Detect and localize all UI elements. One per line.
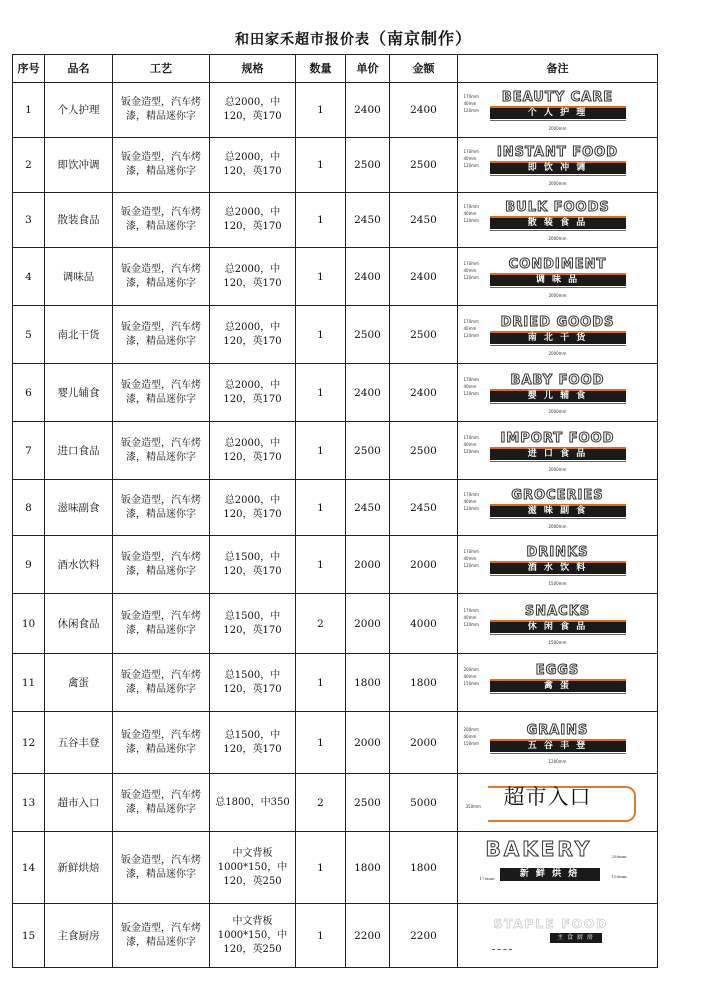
header-no: 序号 [13, 55, 45, 83]
table-row [13, 536, 658, 594]
cell-price: 2500 [346, 774, 390, 832]
sign-baseline [490, 287, 626, 288]
sign-baseline [490, 693, 626, 694]
sign-baseline [490, 175, 626, 176]
sign-length-label: 1500mm [548, 580, 567, 586]
sign-dimensions [464, 260, 482, 281]
cell-spec: 总2000，中120，英170 [210, 480, 296, 536]
cell-no: 6 [13, 364, 45, 422]
cell-price: 2000 [346, 594, 390, 654]
sign-drawing [464, 485, 652, 531]
dimension-label: 40mm [463, 383, 477, 389]
cell-note [458, 904, 658, 968]
cell-craft: 钣金造型，汽车烤漆，精品迷你字 [113, 248, 210, 306]
sign-length-label: 2000mm [548, 408, 567, 414]
sign-english-text: BULK FOODS [505, 200, 610, 215]
header-amount: 金额 [390, 55, 458, 83]
dimension-label: 250mm [611, 853, 627, 859]
cell-spec: 总1500，中120，英170 [210, 594, 296, 654]
sign-english-text: EGGS [535, 662, 580, 678]
header-price: 单价 [346, 55, 390, 83]
dimension-label: 40mm [463, 211, 477, 216]
sign-length-label: 2000mm [548, 181, 567, 186]
sign-english-text: IMPORT FOOD [500, 430, 615, 446]
cell-amount: 2450 [390, 480, 458, 536]
table-header-row [13, 55, 658, 83]
cell-qty: 1 [296, 904, 346, 968]
cell-note [458, 193, 658, 248]
cell-amount: 2400 [390, 248, 458, 306]
cell-name: 婴儿辅食 [45, 364, 113, 422]
dimension-label: 150mm [463, 740, 479, 746]
sign-drawing [464, 312, 652, 358]
cell-amount: 2450 [390, 193, 458, 248]
sign-length-label: 2000mm [548, 350, 567, 356]
cell-name: 滋味副食 [45, 480, 113, 536]
page-title [0, 26, 707, 49]
cell-price: 2400 [346, 83, 390, 138]
cell-qty: 1 [296, 712, 346, 774]
dimension-label: 120mm [463, 274, 479, 280]
cell-note [458, 138, 658, 193]
table-row [13, 594, 658, 654]
sign-drawing [464, 428, 652, 474]
sign-drawing [464, 197, 652, 243]
dimension-label: 170mm [463, 491, 479, 497]
cell-craft: 钣金造型，汽车烤漆，精品迷你字 [113, 83, 210, 138]
cell-spec: 中文背板1000*150，中120，英250 [210, 904, 296, 968]
cell-name: 酒水饮料 [45, 536, 113, 594]
cell-price: 2000 [346, 536, 390, 594]
cell-price: 2500 [346, 138, 390, 193]
dimension-label: 170mm [463, 204, 479, 209]
cell-note [458, 422, 658, 480]
table-row [13, 712, 658, 774]
sign-dimensions [464, 434, 482, 455]
cell-qty: 1 [296, 422, 346, 480]
cell-spec: 总1500，中120，英170 [210, 654, 296, 712]
dimension-label: 120mm [463, 332, 479, 338]
dimension-label: 350mm [465, 803, 481, 809]
cell-note [458, 306, 658, 364]
sign-length-label: 2000mm [548, 236, 567, 241]
cell-name: 主食厨房 [45, 904, 113, 968]
sign-dimensions [464, 607, 482, 628]
cell-note [458, 536, 658, 594]
quote-table [12, 54, 658, 968]
entrance-sign-drawing [464, 780, 652, 826]
cell-qty: 1 [296, 536, 346, 594]
cell-spec: 总1500，中120，英170 [210, 536, 296, 594]
table-row [13, 83, 658, 138]
cell-craft: 钣金造型，汽车烤漆，精品迷你字 [113, 138, 210, 193]
staple-sign-drawing [464, 913, 652, 959]
sign-baseline [490, 120, 626, 121]
cell-amount: 2200 [390, 904, 458, 968]
cell-qty: 1 [296, 832, 346, 904]
title-sub: （南京制作） [369, 29, 472, 48]
dimension-label: 120mm [463, 448, 479, 454]
header-note: 备注 [458, 55, 658, 83]
dimension-label: 120mm [463, 163, 479, 168]
sign-drawing [464, 542, 652, 588]
cell-qty: 1 [296, 306, 346, 364]
cell-name: 禽蛋 [45, 654, 113, 712]
bakery-sign-drawing [464, 836, 652, 896]
cell-amount: 2000 [390, 536, 458, 594]
dimension-label: 170mm [463, 434, 479, 440]
cell-craft: 钣金造型，汽车烤漆，精品迷你字 [113, 422, 210, 480]
dimension-label: 40mm [463, 156, 477, 161]
cell-note [458, 832, 658, 904]
dimension-label: 40mm [463, 673, 477, 679]
sign-dimensions [464, 491, 482, 512]
sign-dimensions [464, 548, 482, 569]
sign-baseline [490, 230, 626, 231]
sign-dimensions [464, 203, 482, 224]
cell-spec: 总1500，中120，英170 [210, 712, 296, 774]
dimension-label: 170mm [463, 607, 479, 613]
cell-name: 超市入口 [45, 774, 113, 832]
dimension-label: 170mm [463, 149, 479, 154]
header-spec: 规格 [210, 55, 296, 83]
sign-baseline [490, 345, 626, 346]
table-row [13, 774, 658, 832]
cell-price: 2500 [346, 306, 390, 364]
sign-length-label: 2000mm [548, 523, 567, 529]
sign-chinese-bar: 新 鲜 烘 焙 [500, 868, 600, 881]
cell-price: 1800 [346, 654, 390, 712]
dimension-label: 40mm [463, 101, 477, 106]
cell-amount: 1800 [390, 654, 458, 712]
sign-chinese-bar: 禽 蛋 [490, 679, 626, 692]
sign-drawing [464, 660, 652, 706]
cell-no: 13 [13, 774, 45, 832]
sign-english-text: INSTANT FOOD [496, 145, 619, 160]
cell-spec: 中文背板1000*150，中120，英250 [210, 832, 296, 904]
sign-english-text: BABY FOOD [510, 372, 605, 388]
cell-spec: 总2000，中120，英170 [210, 193, 296, 248]
cell-name: 调味品 [45, 248, 113, 306]
sign-drawing [464, 720, 652, 766]
dimension-label: 170mm [463, 548, 479, 554]
cell-note [458, 712, 658, 774]
dimension-label: 170mm [463, 260, 479, 266]
sign-length-label: 1500mm [548, 639, 567, 645]
cell-price: 2450 [346, 193, 390, 248]
dimension-label: 120mm [463, 621, 479, 627]
sign-english-text: GRAINS [526, 722, 589, 738]
cell-qty: 2 [296, 594, 346, 654]
entrance-sign-text: 超市入口 [503, 784, 592, 809]
cell-no: 10 [13, 594, 45, 654]
cell-craft: 钣金造型，汽车烤漆，精品迷你字 [113, 774, 210, 832]
sign-baseline [490, 403, 626, 404]
sign-chinese-bar: 个 人 护 理 [490, 106, 626, 119]
cell-no: 8 [13, 480, 45, 536]
dimension-label: 40mm [463, 733, 477, 739]
sign-baseline [490, 518, 626, 519]
dimension-label: 170mm [479, 875, 495, 881]
sign-chinese-bar: 主 食 厨 房 [550, 933, 602, 943]
dimension-label: 150mm [611, 873, 627, 879]
table-row [13, 248, 658, 306]
cell-name: 休闲食品 [45, 594, 113, 654]
dimension-label: 40mm [463, 267, 477, 273]
header-name: 品名 [45, 55, 113, 83]
cell-name: 五谷丰登 [45, 712, 113, 774]
table-row [13, 306, 658, 364]
sign-english-text: GROCERIES [511, 487, 604, 503]
dimension-label: 200mm [463, 726, 479, 732]
cell-no: 15 [13, 904, 45, 968]
cell-spec: 总2000，中120，英170 [210, 138, 296, 193]
sign-chinese-bar: 散 装 食 品 [490, 216, 626, 229]
dimension-label: 40mm [463, 555, 477, 561]
sign-english-text: DRIED GOODS [500, 314, 615, 330]
dimension-label: 170mm [463, 376, 479, 382]
sign-chinese-bar: 五 谷 丰 登 [490, 739, 626, 752]
cell-no: 3 [13, 193, 45, 248]
cell-spec: 总1800，中350 [210, 774, 296, 832]
cell-spec: 总2000，中120，英170 [210, 306, 296, 364]
dimension-label: 150mm [463, 680, 479, 686]
dimension-label: 40mm [463, 325, 477, 331]
table-row [13, 364, 658, 422]
cell-craft: 钣金造型，汽车烤漆，精品迷你字 [113, 654, 210, 712]
cell-qty: 1 [296, 364, 346, 422]
cell-note [458, 364, 658, 422]
sign-dimensions [464, 726, 482, 747]
cell-price: 2200 [346, 904, 390, 968]
sign-chinese-bar: 酒 水 饮 料 [490, 561, 626, 574]
dimension-label: 170mm [463, 94, 479, 99]
cell-amount: 2400 [390, 364, 458, 422]
dimension-label: 200mm [463, 666, 479, 672]
cell-qty: 1 [296, 193, 346, 248]
sign-chinese-bar: 即 饮 冲 调 [490, 161, 626, 174]
cell-amount: 2500 [390, 422, 458, 480]
cell-qty: 1 [296, 83, 346, 138]
cell-qty: 1 [296, 248, 346, 306]
sign-chinese-bar: 婴 儿 辅 食 [490, 389, 626, 402]
sign-english-text: BAKERY [485, 836, 593, 861]
sign-dimensions [464, 93, 482, 114]
cell-name: 散装食品 [45, 193, 113, 248]
sign-drawing [464, 254, 652, 300]
cell-amount: 2500 [390, 138, 458, 193]
sign-length-label: 2000mm [548, 126, 567, 131]
cell-name: 即饮冲调 [45, 138, 113, 193]
title-main: 和田家禾超市报价表 [234, 32, 370, 48]
cell-amount: 2000 [390, 712, 458, 774]
table-row [13, 138, 658, 193]
table-row [13, 480, 658, 536]
dimension-label: 120mm [463, 108, 479, 113]
dimension-label: 120mm [463, 562, 479, 568]
sign-chinese-bar: 调 味 品 [490, 273, 626, 286]
cell-amount: 2500 [390, 306, 458, 364]
sign-dimensions [464, 666, 482, 687]
cell-price: 2000 [346, 712, 390, 774]
cell-note [458, 248, 658, 306]
table-row [13, 654, 658, 712]
cell-no: 14 [13, 832, 45, 904]
dimension-label: 170mm [463, 318, 479, 324]
dimension-label: 40mm [463, 498, 477, 504]
sign-chinese-bar: 休 闲 食 品 [490, 620, 626, 633]
table-row [13, 422, 658, 480]
cell-no: 12 [13, 712, 45, 774]
cell-spec: 总2000，中120，英170 [210, 364, 296, 422]
cell-qty: 2 [296, 774, 346, 832]
sign-dash-line [492, 949, 512, 950]
cell-craft: 钣金造型，汽车烤漆，精品迷你字 [113, 832, 210, 904]
cell-craft: 钣金造型，汽车烤漆，精品迷你字 [113, 594, 210, 654]
cell-no: 9 [13, 536, 45, 594]
cell-craft: 钣金造型，汽车烤漆，精品迷你字 [113, 536, 210, 594]
cell-craft: 钣金造型，汽车烤漆，精品迷你字 [113, 193, 210, 248]
cell-spec: 总2000，中120，英170 [210, 83, 296, 138]
sign-baseline [490, 461, 626, 462]
cell-note [458, 774, 658, 832]
sign-chinese-bar: 滋 味 副 食 [490, 504, 626, 517]
sign-english-text: CONDIMENT [508, 256, 607, 272]
cell-note [458, 594, 658, 654]
table-row [13, 193, 658, 248]
sign-english-text: STAPLE FOOD [493, 916, 609, 931]
cell-name: 进口食品 [45, 422, 113, 480]
sign-english-text: SNACKS [524, 603, 591, 619]
cell-amount: 1800 [390, 832, 458, 904]
sign-dimensions [464, 376, 482, 397]
cell-spec: 总2000，中120，英170 [210, 248, 296, 306]
header-craft: 工艺 [113, 55, 210, 83]
sign-chinese-bar: 南 北 干 货 [490, 331, 626, 344]
cell-name: 新鲜烘焙 [45, 832, 113, 904]
cell-no: 11 [13, 654, 45, 712]
sign-english-text: BEAUTY CARE [501, 90, 614, 105]
cell-amount: 2400 [390, 83, 458, 138]
dimension-label: 120mm [463, 390, 479, 396]
dimension-label: 40mm [463, 614, 477, 620]
sign-baseline [490, 634, 626, 635]
sign-chinese-bar: 进 口 食 品 [490, 447, 626, 460]
cell-name: 南北干货 [45, 306, 113, 364]
sign-length-label: 2000mm [548, 466, 567, 472]
dimension-label: 120mm [463, 505, 479, 511]
cell-price: 2500 [346, 422, 390, 480]
header-qty: 数量 [296, 55, 346, 83]
sign-drawing [464, 370, 652, 416]
cell-qty: 1 [296, 654, 346, 712]
sign-drawing [464, 87, 652, 133]
sign-drawing [464, 601, 652, 647]
cell-craft: 钣金造型，汽车烤漆，精品迷你字 [113, 364, 210, 422]
cell-note [458, 480, 658, 536]
cell-qty: 1 [296, 138, 346, 193]
cell-craft: 钣金造型，汽车烤漆，精品迷你字 [113, 712, 210, 774]
sign-dimensions [464, 148, 482, 169]
cell-note [458, 654, 658, 712]
dimension-label: 120mm [463, 218, 479, 223]
cell-no: 2 [13, 138, 45, 193]
cell-price: 2400 [346, 364, 390, 422]
sign-english-text: DRINKS [526, 544, 589, 560]
dimension-label: 40mm [463, 441, 477, 447]
cell-price: 1800 [346, 832, 390, 904]
cell-craft: 钣金造型，汽车烤漆，精品迷你字 [113, 904, 210, 968]
cell-no: 1 [13, 83, 45, 138]
cell-price: 2400 [346, 248, 390, 306]
cell-amount: 4000 [390, 594, 458, 654]
cell-price: 2450 [346, 480, 390, 536]
cell-no: 4 [13, 248, 45, 306]
sign-baseline [490, 753, 626, 754]
cell-amount: 5000 [390, 774, 458, 832]
sign-dimensions [464, 318, 482, 339]
cell-craft: 钣金造型，汽车烤漆，精品迷你字 [113, 480, 210, 536]
cell-no: 5 [13, 306, 45, 364]
cell-craft: 钣金造型，汽车烤漆，精品迷你字 [113, 306, 210, 364]
cell-qty: 1 [296, 480, 346, 536]
sign-length-label: 1200mm [548, 758, 567, 764]
table-row [13, 904, 658, 968]
sign-baseline [490, 575, 626, 576]
cell-note [458, 83, 658, 138]
sign-length-label: 2000mm [548, 292, 567, 298]
cell-no: 7 [13, 422, 45, 480]
table-row [13, 832, 658, 904]
sign-drawing [464, 142, 652, 188]
cell-spec: 总2000，中120，英170 [210, 422, 296, 480]
cell-name: 个人护理 [45, 83, 113, 138]
